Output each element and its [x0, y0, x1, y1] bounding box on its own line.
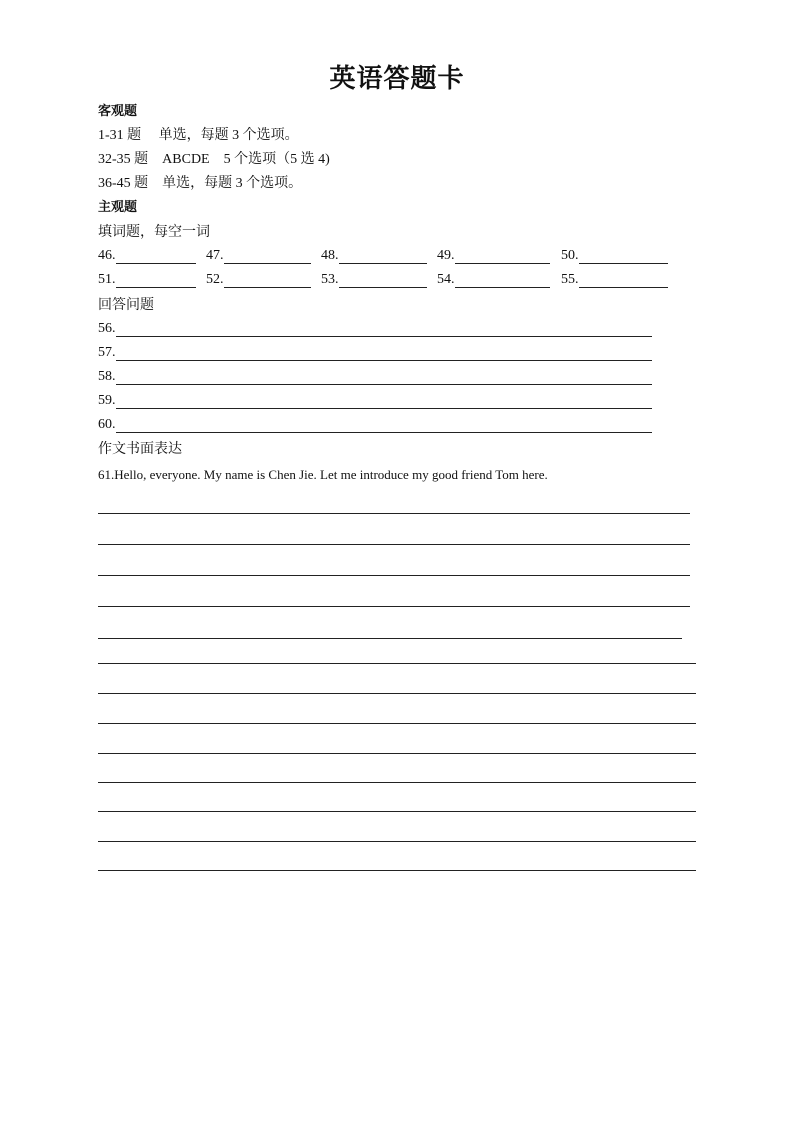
blank-47[interactable] — [206, 248, 311, 266]
blank-53[interactable] — [321, 272, 427, 290]
blank-number: 53. — [321, 272, 339, 287]
writing-line[interactable] — [98, 638, 682, 639]
answer-line-56[interactable] — [98, 321, 652, 339]
writing-heading: 作文书面表达 — [98, 441, 182, 457]
objective-line-2: 32-35 题 ABCDE 5 个选项（5 选 4) — [98, 152, 330, 167]
blank-52[interactable] — [206, 272, 311, 290]
blank-number: 48. — [321, 248, 339, 263]
writing-line[interactable] — [98, 606, 690, 607]
writing-line[interactable] — [98, 782, 696, 783]
answer-questions-heading: 回答问题 — [98, 297, 154, 313]
blank-number: 52. — [206, 272, 224, 287]
blank-number: 51. — [98, 272, 116, 287]
writing-line[interactable] — [98, 870, 696, 871]
answer-line-60[interactable] — [98, 417, 652, 435]
blank-49[interactable] — [437, 248, 550, 266]
blank-number: 46. — [98, 248, 116, 263]
blank-54[interactable] — [437, 272, 550, 290]
answer-line-58[interactable] — [98, 369, 652, 387]
subjective-heading: 主观题 — [98, 200, 138, 215]
blank-50[interactable] — [561, 248, 668, 266]
answer-number: 58. — [98, 369, 116, 384]
page-title: 英语答题卡 — [329, 64, 465, 94]
answer-number: 57. — [98, 345, 116, 360]
writing-line[interactable] — [98, 513, 690, 514]
writing-line[interactable] — [98, 723, 696, 724]
blank-number: 50. — [561, 248, 579, 263]
writing-line[interactable] — [98, 753, 696, 754]
blank-51[interactable] — [98, 272, 196, 290]
writing-line[interactable] — [98, 841, 696, 842]
blank-46[interactable] — [98, 248, 196, 266]
writing-line[interactable] — [98, 663, 696, 664]
blank-number: 54. — [437, 272, 455, 287]
writing-prompt: 61.Hello, everyone. My name is Chen Jie. Let me introduce my good friend Tom here. — [98, 467, 548, 482]
blank-number: 47. — [206, 248, 224, 263]
objective-line-3: 36-45 题 单选，每题 3 个选项。 — [98, 176, 303, 191]
answer-number: 60. — [98, 417, 116, 432]
writing-line[interactable] — [98, 544, 690, 545]
fill-blank-heading: 填词题，每空一词 — [98, 224, 210, 240]
answer-line-59[interactable] — [98, 393, 652, 411]
answer-number: 56. — [98, 321, 116, 336]
answer-line-57[interactable] — [98, 345, 652, 363]
blank-48[interactable] — [321, 248, 427, 266]
objective-heading: 客观题 — [98, 104, 138, 119]
answer-number: 59. — [98, 393, 116, 408]
blank-number: 55. — [561, 272, 579, 287]
blank-55[interactable] — [561, 272, 668, 290]
writing-line[interactable] — [98, 811, 696, 812]
blank-number: 49. — [437, 248, 455, 263]
writing-line[interactable] — [98, 575, 690, 576]
objective-line-1: 1-31 题 单选，每题 3 个选项。 — [98, 128, 299, 143]
writing-line[interactable] — [98, 693, 696, 694]
